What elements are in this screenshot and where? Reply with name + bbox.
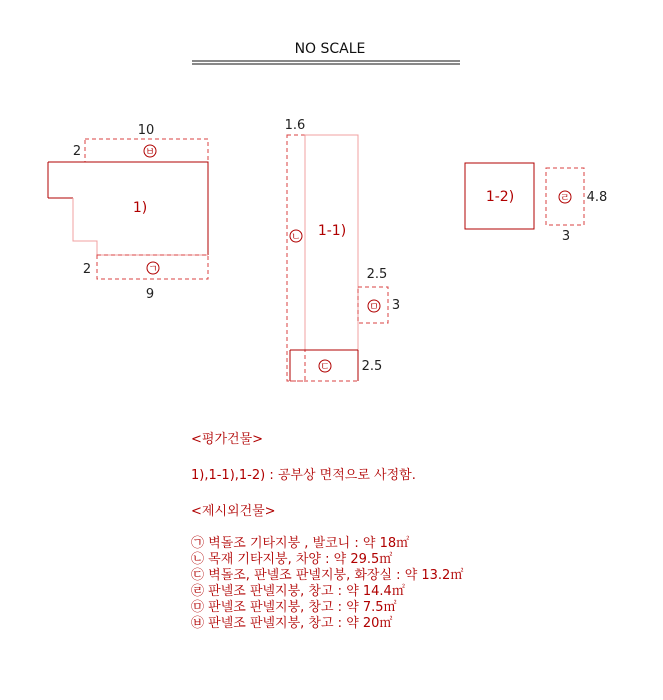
mark-giyeok: ㄱ (148, 264, 158, 275)
mark-bieup: ㅂ (145, 147, 155, 158)
dim-1-top: 10 (137, 123, 155, 138)
title-text: NO SCALE (294, 41, 366, 57)
dim-1-2-annex-right: 4.8 (586, 190, 608, 205)
legend-item: ㉤ 판넬조 판넬지붕, 창고 : 약 7.5㎡ (191, 600, 397, 615)
dim-1-2-annex-bottom: 3 (561, 229, 571, 244)
building-1-1 (285, 118, 400, 381)
building-1-label: 1) (132, 200, 148, 216)
building-1-2 (465, 163, 607, 244)
dim-1-1-annex-right: 3 (391, 298, 401, 313)
annex-nieun-outline (287, 135, 305, 381)
legend-item: ㉣ 판넬조 판넬지붕, 창고 : 약 14.4㎡ (191, 584, 405, 599)
building-1-1-label: 1-1) (317, 223, 347, 239)
mark-digeut: ㄷ (320, 362, 330, 373)
building-1-2-label: 1-2) (485, 189, 515, 205)
building-1 (48, 123, 208, 302)
legend-item: ㉢ 벽돌조, 판넬조 판넬지붕, 화장실 : 약 13.2㎡ (191, 568, 464, 583)
mark-mieum: ㅁ (369, 302, 379, 313)
legend-note: 1),1-1),1-2) : 공부상 면적으로 사정함. (191, 468, 416, 483)
dim-1-1-annex-top: 2.5 (366, 267, 388, 282)
building-1-1-outline (305, 135, 358, 350)
legend-item: ㉥ 판넬조 판넬지붕, 창고 : 약 20㎡ (191, 616, 393, 631)
legend-heading-evaluated: <평가건물> (191, 432, 264, 447)
mark-rieul: ㄹ (560, 193, 570, 204)
dim-1-left-bottom: 2 (82, 262, 92, 277)
dim-1-left-top: 2 (72, 144, 82, 159)
legend-item: ㉠ 벽돌조 기타지붕 , 발코니 : 약 18㎡ (191, 536, 410, 551)
legend (191, 432, 463, 632)
legend-heading-other: <제시외건물> (191, 504, 276, 519)
dim-1-1-top: 1.6 (284, 118, 306, 133)
dim-1-bottom: 9 (145, 287, 155, 302)
building-1-outline-solid (48, 162, 208, 255)
dim-1-1-bottom: 2.5 (361, 359, 383, 374)
mark-nieun: ㄴ (291, 232, 301, 243)
legend-item: ㉡ 목재 기타지붕, 차양 : 약 29.5㎡ (191, 552, 393, 567)
